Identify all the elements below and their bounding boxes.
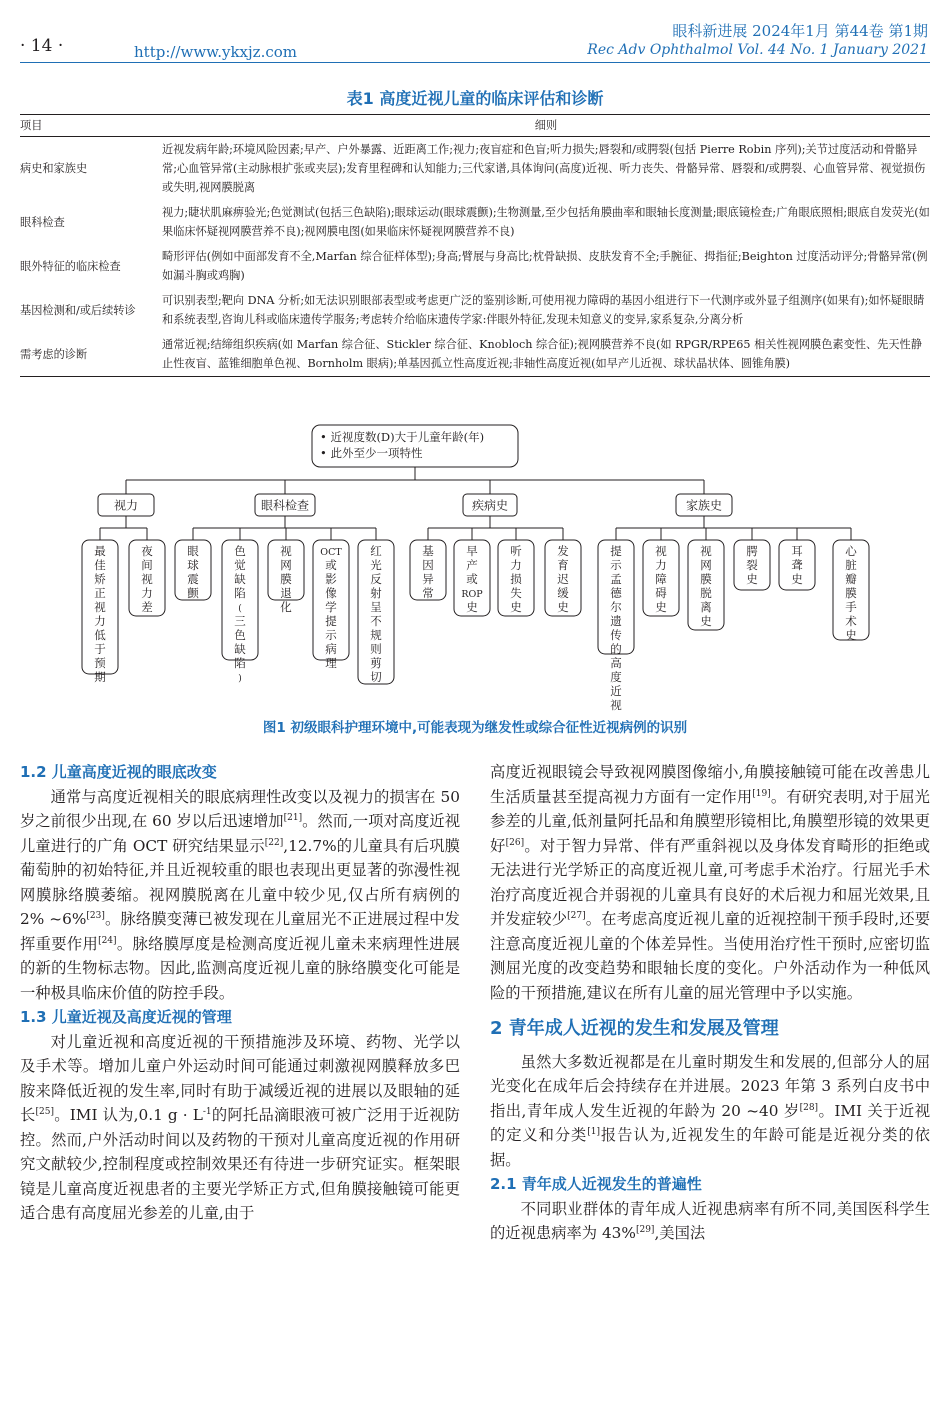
- leaf-label-glyph: 学: [325, 600, 337, 614]
- leaf-label-glyph: 碍: [655, 586, 667, 600]
- leaf-label-glyph: 震: [187, 572, 199, 586]
- journal-name-en: Rec Adv Ophthalmol Vol. 44 No. 1 January 2021: [587, 42, 928, 58]
- leaf-label-glyph: 示: [325, 628, 337, 642]
- leaf-label-glyph: 史: [700, 614, 712, 628]
- leaf-label-glyph: 障: [655, 572, 667, 586]
- paragraph: [490, 760, 930, 1005]
- leaf-label-glyph: 瓣: [845, 572, 857, 586]
- leaf-label: [422, 544, 434, 600]
- leaf-label-glyph: (: [238, 604, 242, 614]
- journal-url[interactable]: http://www.ykxjz.com: [134, 43, 297, 61]
- leaf-label-glyph: ROP: [461, 589, 483, 600]
- unit-superscript: -1: [202, 1106, 212, 1117]
- leaf-label-glyph: 提: [610, 544, 622, 558]
- page-number: · 14 ·: [20, 36, 64, 56]
- text: 。有研究表明,对于屈光参差的儿童,低剂量阿托品和角膜塑形镜相比,角膜塑形镜的效果更好: [490, 787, 930, 855]
- text: 。脉络膜厚度是检测高度近视儿童未来病理性进展的新的生物标志物。因此,监测高度近视儿童的脉络膜变化可能是一种极具临床价值的防控手段。: [20, 934, 460, 1002]
- leaf-label-glyph: 陷: [234, 586, 246, 600]
- leaf-label-glyph: 提: [325, 614, 337, 628]
- text: 。IMI 关于近视的定义和分类: [490, 1101, 930, 1144]
- leaf-label-glyph: 史: [746, 572, 758, 586]
- leaf-label-glyph: 膜: [700, 572, 712, 586]
- leaf-label-glyph: 度: [610, 670, 622, 684]
- text: ,12.7%的儿童具有后巩膜葡萄肿的初始特征,并且近视较重的眼也表现出更显著的弥漫性视网膜脉络膜萎缩。视网膜脱离在儿童中较少见,仅占所有病例的 2% ~6%: [20, 836, 460, 928]
- citation: [19]: [752, 788, 771, 799]
- leaf-label-glyph: 化: [280, 600, 292, 614]
- leaf-label: [141, 544, 153, 614]
- leaf-label-glyph: 色: [234, 544, 246, 558]
- leaf-label-glyph: 育: [557, 558, 569, 572]
- leaf-label-glyph: 常: [422, 586, 434, 600]
- leaf-label: [94, 544, 106, 684]
- leaf-label-glyph: 史: [510, 600, 522, 614]
- leaf-label-glyph: 损: [510, 572, 522, 586]
- section-heading-2-1: 2.1 青年成人近视发生的普遍性: [490, 1175, 702, 1193]
- leaf-label-glyph: 网: [700, 558, 712, 572]
- leaf-label-glyph: ): [238, 674, 242, 684]
- text: 。在考虑高度近视儿童的近视控制干预手段时,还要注意高度近视儿童的个体差异性。当使用治疗性干预时,应密切监测屈光度的改变趋势和眼轴长度的变化。户外活动作为一种低风险的干预措施,建议在所有儿童的屈光管理中予以实施。: [490, 910, 930, 1002]
- leaf-label-glyph: 规: [370, 628, 382, 642]
- category-label: 眼科检查: [260, 498, 310, 513]
- citation: [1]: [587, 1126, 601, 1137]
- leaf-label-glyph: 聋: [791, 558, 803, 572]
- leaf-label-glyph: OCT: [320, 547, 342, 558]
- section-heading-1-3: 1.3 儿童近视及高度近视的管理: [20, 1008, 232, 1026]
- table-cell-item: 眼科检查: [20, 215, 65, 229]
- leaf-label-glyph: 史: [845, 628, 857, 642]
- leaf-label-glyph: 孟: [610, 572, 622, 586]
- paragraph: [20, 785, 460, 1006]
- leaf-label-glyph: 膜: [280, 572, 292, 586]
- table-cell-item: 需考虑的诊断: [20, 332, 162, 377]
- citation: [26]: [505, 837, 525, 848]
- leaf-label-glyph: 史: [655, 600, 667, 614]
- leaf-label-glyph: 球: [187, 558, 199, 572]
- table-cell-detail: 畸形评估(例如中面部发育不全,Marfan 综合征样体型);身高;臂展与身高比;枕骨缺损、皮肤发育不全;手腕征、拇指征;Beighton 过度活动评分;骨骼异常(例如漏斗胸或鸡胸): [162, 250, 928, 282]
- leaf-label-glyph: 呈: [370, 600, 382, 614]
- leaf-label-glyph: 的: [610, 642, 622, 656]
- text: 虽然大多数近视都是在儿童时期发生和发展的,但部分人的屈光变化在成年后会持续存在并进展。2023 年第 3 系列白皮书中指出,青年成人发生近视的年龄为 20 ~40 岁: [490, 1052, 930, 1120]
- leaf-label-glyph: 视: [610, 698, 622, 712]
- paragraph: [490, 1197, 930, 1246]
- leaf-label-glyph: 射: [370, 586, 382, 600]
- leaf-label-glyph: 听: [510, 544, 522, 558]
- leaf-label-glyph: 正: [94, 586, 106, 600]
- citation: [27]: [567, 910, 586, 921]
- text: 。对于智力异常、伴有严重斜视以及身体发育畸形的拒绝或无法进行光学矫正的高度近视儿童,可考虑手术治疗。行屈光手术治疗高度近视合并弱视的儿童具有良好的术后视力和屈光效果,且并发症较少: [490, 836, 930, 928]
- leaf-label-glyph: 于: [94, 642, 106, 656]
- leaf-label-glyph: 手: [845, 600, 857, 614]
- text: 。然而,一项对高度近视儿童进行的广角 OCT 研究结果显示: [20, 812, 460, 855]
- flowchart-root-text: • 近视度数(D)大于儿童年龄(年): [320, 430, 485, 444]
- category-label: 家族史: [685, 498, 723, 513]
- text: 。IMI 认为,0.1 g · L: [54, 1106, 203, 1124]
- leaf-label-glyph: 德: [610, 586, 622, 600]
- leaf-label-glyph: 像: [325, 586, 337, 600]
- leaf-label-glyph: 史: [791, 572, 803, 586]
- leaf-label-glyph: 尔: [610, 600, 622, 614]
- text: 高度近视眼镜会导致视网膜图像缩小,角膜接触镜可能在改善患儿生活质量甚至提高视力方面有一定作用: [490, 763, 930, 806]
- leaf-label-glyph: 预: [94, 656, 106, 670]
- leaf-label: [557, 544, 569, 614]
- leaf-label-glyph: 视: [280, 544, 292, 558]
- leaf-label-glyph: 迟: [557, 572, 569, 586]
- table-cell-detail: 可识别表型;靶向 DNA 分析;如无法识别眼部表型或考虑更广泛的鉴别诊断,可使用视力障碍的基因小组进行下一代测序或外显子组测序(如果有);如怀疑眼睛和系统表型,咨询儿科或临床遗传学服务;考虑转介给临床遗传学家:伴眼外特征,发现未知意义的变异,家系复杂,分离分析: [162, 294, 925, 326]
- leaf-label-glyph: 传: [610, 628, 622, 642]
- table-title: 表1 高度近视儿童的临床评估和诊断: [346, 89, 604, 108]
- leaf-label-glyph: 视: [655, 544, 667, 558]
- text: ,美国法: [654, 1224, 706, 1242]
- leaf-label-glyph: 离: [700, 600, 712, 614]
- text: 不同职业群体的青年成人近视患病率有所不同,美国医科学生的近视患病率为 43%: [490, 1199, 930, 1242]
- leaf-label-glyph: 腭: [746, 544, 758, 558]
- table-cell-detail: 通常近视;结缔组织疾病(如 Marfan 综合征、Stickler 综合征、Knobloch 综合征);视网膜营养不良(如 RPGR/RPE65 相关性视网膜色素变性、先天性静止性夜盲、蓝锥细胞单色视、Bornholm 眼病);单基因孤立性高度近视;非轴性高度近视(如早产儿近视、球状晶状体、圆锥角膜): [162, 332, 930, 377]
- leaf-label: [461, 544, 483, 614]
- leaf-label-glyph: 力: [655, 558, 667, 572]
- leaf-label-glyph: 三: [234, 614, 246, 628]
- leaf-label-glyph: 异: [422, 572, 434, 586]
- leaf-label-glyph: 眼: [187, 544, 199, 558]
- leaf-label-glyph: 膜: [845, 586, 857, 600]
- leaf-label-glyph: 产: [466, 558, 478, 572]
- citation: [21]: [283, 812, 303, 823]
- table-col-header-detail: 细则: [162, 115, 930, 137]
- leaf-label-glyph: 裂: [746, 558, 758, 572]
- leaf-label: [370, 544, 382, 684]
- leaf-label: [845, 544, 857, 642]
- body-left-column: [20, 760, 460, 1226]
- figure-caption: 图1 初级眼科护理环境中,可能表现为继发性或综合征性近视病例的识别: [262, 720, 688, 736]
- leaf-label-glyph: 基: [422, 544, 434, 558]
- leaf-label-glyph: 发: [557, 544, 569, 558]
- leaf-label-glyph: 夜: [141, 544, 153, 558]
- leaf-label-glyph: 近: [610, 684, 622, 698]
- leaf-label-glyph: 示: [610, 558, 622, 572]
- leaf-label: [746, 544, 758, 586]
- text: 通常与高度近视相关的眼底病理性改变以及视力的损害在 50 岁之前很少出现,在 60 岁以后迅速增加: [20, 787, 460, 830]
- leaf-label-glyph: 剪: [370, 656, 382, 670]
- leaf-label: [320, 547, 342, 670]
- leaf-label-glyph: 力: [141, 586, 153, 600]
- body-right-column: [490, 760, 930, 1246]
- text: 的阿托品滴眼液可被广泛用于近视防控。然而,户外活动时间以及药物的干预对儿童高度近视的作用研究文献较少,控制程度或控制效果还有待进一步研究证实。框架眼镜是儿童高度近视患者的主要光学矫正方式,但角膜接触镜可能更适合患有高度屈光参差的儿童,由于: [20, 1106, 460, 1222]
- leaf-label-glyph: 高: [610, 656, 622, 670]
- citation: [25]: [35, 1106, 55, 1117]
- leaf-label-glyph: 最: [94, 544, 106, 558]
- section-heading-1-2: 1.2 儿童高度近视的眼底改变: [20, 763, 217, 781]
- leaf-label-glyph: 佳: [94, 558, 106, 572]
- leaf-label-glyph: 视: [700, 544, 712, 558]
- leaf-label-glyph: 术: [845, 614, 857, 628]
- text: 。脉络膜变薄已被发现在儿童屈光不正进展过程中发挥重要作用: [20, 910, 460, 953]
- section-heading-2: 2 青年成人近视的发生和发展及管理: [490, 1018, 779, 1039]
- leaf-label-glyph: 或: [466, 572, 478, 586]
- leaf-label-glyph: 颤: [187, 586, 199, 600]
- leaf-label-glyph: 期: [94, 670, 106, 684]
- leaf-label-glyph: 脱: [700, 586, 712, 600]
- leaf-label-glyph: 视: [141, 572, 153, 586]
- category-label: 疾病史: [471, 498, 509, 513]
- leaf-label: [280, 544, 292, 614]
- leaf-label-glyph: 矫: [94, 572, 106, 586]
- citation: [29]: [635, 1224, 655, 1235]
- leaf-label-glyph: 光: [370, 558, 382, 572]
- leaf-label-glyph: 切: [370, 670, 382, 684]
- leaf-label-glyph: 心: [845, 544, 857, 558]
- text: 对儿童近视和高度近视的干预措施涉及环境、药物、光学以及手术等。增加儿童户外运动时间可能通过刺激视网膜释放多巴胺来降低近视的发生率,同时有助于减缓近视的进展以及眼轴的延长: [20, 1032, 460, 1124]
- leaf-label-glyph: 觉: [234, 558, 246, 572]
- leaf-label: [791, 544, 803, 586]
- leaf-label-glyph: 耳: [791, 544, 803, 558]
- leaf-label-glyph: 早: [466, 544, 478, 558]
- leaf-label: [655, 544, 667, 614]
- citation: [24]: [98, 935, 117, 946]
- leaf-label-glyph: 缓: [557, 586, 569, 600]
- table-cell-detail: 视力;睫状肌麻痹验光;色觉测试(包括三色缺陷);眼球运动(眼球震颤);生物测量,至少包括角膜曲率和眼轴长度测量;眼底镜检查;广角眼底照相;眼底自发荧光(如果临床怀疑视网膜营养不良);视网膜电图(如果临床怀疑视网膜营养不良): [162, 206, 930, 238]
- leaf-label-glyph: 红: [370, 544, 382, 558]
- leaf-label-glyph: 不: [370, 614, 382, 628]
- paragraph: [490, 1050, 930, 1173]
- leaf-label-glyph: 因: [422, 558, 434, 572]
- leaf-label-glyph: 视: [94, 600, 106, 614]
- leaf-label-glyph: 网: [280, 558, 292, 572]
- leaf-label-glyph: 力: [94, 614, 106, 628]
- citation: [22]: [264, 837, 284, 848]
- leaf-label: [610, 544, 622, 712]
- flowchart-root-text: • 此外至少一项特性: [320, 446, 423, 460]
- leaf-label: [700, 544, 712, 628]
- leaf-label-glyph: 退: [280, 586, 292, 600]
- leaf-label-glyph: 间: [141, 558, 153, 572]
- leaf-label-glyph: 影: [325, 572, 337, 586]
- leaf-label-glyph: 或: [325, 558, 337, 572]
- table-cell-item: 病史和家族史: [20, 162, 88, 175]
- leaf-label-glyph: 脏: [845, 558, 857, 572]
- journal-name-cn: 眼科新进展 2024年1月 第44卷 第1期: [672, 22, 928, 40]
- leaf-label-glyph: 理: [325, 656, 337, 670]
- leaf-label-glyph: 失: [510, 586, 522, 600]
- table-cell-detail: 近视发病年龄;环境风险因素;早产、户外暴露、近距离工作;视力;夜盲症和色盲;听力损失;唇裂和/或腭裂(包括 Pierre Robin 序列);关节过度活动和骨骼异常;心血管异常(主动脉根扩张或夹层);发育里程碑和认知能力;三代家谱,具体询问(高度)近视、听力丧失、骨骼异常、唇裂和/或腭裂、心血管异常、视觉损伤或失明,视网膜脱离: [162, 143, 926, 194]
- leaf-label-glyph: 差: [141, 600, 153, 614]
- citation: [23]: [86, 910, 105, 921]
- table-col-header-item: 项目: [20, 115, 162, 137]
- paragraph: [20, 1030, 460, 1226]
- leaf-label-glyph: 史: [557, 600, 569, 614]
- leaf-label-glyph: 低: [94, 628, 106, 642]
- leaf-label-glyph: 病: [325, 642, 337, 656]
- leaf-label-glyph: 力: [510, 558, 522, 572]
- leaf-label: [510, 544, 522, 614]
- leaf-label-glyph: 缺: [234, 642, 246, 656]
- citation: [28]: [799, 1102, 819, 1113]
- leaf-label-glyph: 史: [466, 600, 478, 614]
- leaf-label-glyph: 缺: [234, 572, 246, 586]
- leaf-label-glyph: 则: [370, 642, 382, 656]
- table-cell-item: 基因检测和/或后续转诊: [20, 303, 136, 317]
- text: 报告认为,近视发生的年龄可能是近视分类的依据。: [490, 1126, 930, 1169]
- leaf-label: [234, 544, 246, 684]
- table-cell-item: 眼外特征的临床检查: [20, 259, 121, 273]
- leaf-label-glyph: 色: [234, 628, 246, 642]
- category-label: 视力: [113, 498, 139, 513]
- leaf-label-glyph: 陷: [234, 656, 246, 670]
- leaf-label-glyph: 反: [370, 572, 382, 586]
- leaf-label-glyph: 遗: [610, 614, 622, 628]
- leaf-label: [187, 544, 199, 600]
